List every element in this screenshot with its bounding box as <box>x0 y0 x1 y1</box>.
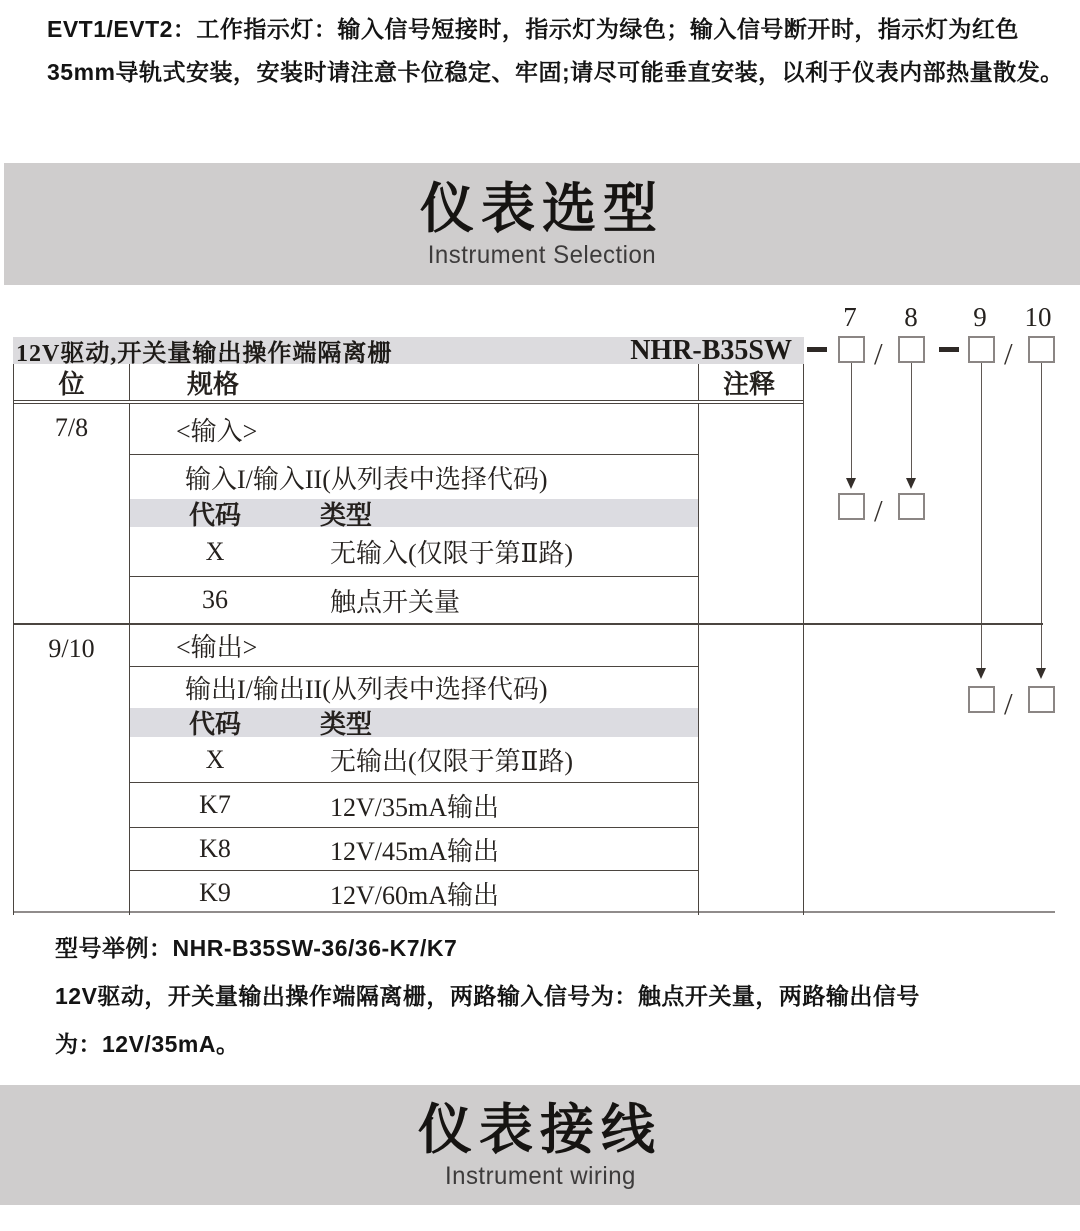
product-title: 12V驱动,开关量输出操作端隔离栅 <box>16 341 393 367</box>
header-position: 位 <box>14 364 130 400</box>
banner-subtitle-en: Instrument wiring <box>444 1161 636 1190</box>
input-code-box-2 <box>898 493 925 520</box>
option-code: X <box>205 744 225 774</box>
group-label-row <box>130 404 698 455</box>
option-code: K7 <box>199 790 231 819</box>
model-code: NHR-B35SW <box>630 334 792 366</box>
code-box-9 <box>968 336 995 363</box>
header-note: 注释 <box>722 369 775 399</box>
type-header: 类型 <box>320 500 373 530</box>
option-row <box>130 783 698 828</box>
option-code: 36 <box>202 585 228 614</box>
code-box-7 <box>838 336 865 363</box>
top-note <box>47 8 1064 94</box>
top-note-line2: 35mm导轨式安装，安装时请注意卡位稳定、牢固;请尽可能垂直安装，以利于仪表内部热量散发。 <box>47 59 1064 85</box>
arrow-down-icon <box>846 478 856 489</box>
code-header: 代码 <box>188 500 241 530</box>
input-code-box-1 <box>838 493 865 520</box>
option-row <box>130 871 698 915</box>
model-example <box>55 924 920 1068</box>
position-cell: 7/8 <box>14 404 130 623</box>
table-body <box>13 364 804 915</box>
banner-instrument-selection <box>4 163 1080 285</box>
code-header-row <box>130 499 698 530</box>
option-row <box>130 577 698 623</box>
connector-line-8 <box>911 363 912 478</box>
spec-column <box>130 625 699 915</box>
example-line1: 型号举例：NHR-B35SW-36/36-K7/K7 <box>55 935 458 961</box>
arrow-down-icon <box>976 668 986 679</box>
group-label: <输出> <box>176 633 258 662</box>
table-section-output <box>14 625 803 915</box>
banner-title-cn: 仪表选型 <box>420 178 664 239</box>
spec-column <box>130 404 699 623</box>
digit-label-8: 8 <box>904 302 918 332</box>
type-header: 类型 <box>320 710 373 739</box>
banner-instrument-wiring <box>0 1085 1080 1205</box>
group-desc: 输出I/输出II(从列表中选择代码) <box>185 675 548 704</box>
option-type: 12V/60mA输出 <box>330 880 500 910</box>
option-row <box>130 737 698 783</box>
note-cell <box>699 625 799 915</box>
arrow-down-icon <box>1036 668 1046 679</box>
example-line3: 为：12V/35mA。 <box>55 1031 240 1057</box>
code-box-8 <box>898 336 925 363</box>
option-type: 触点开关量 <box>330 587 461 617</box>
slash-separator: / <box>874 493 883 528</box>
option-type: 无输出(仅限于第Ⅱ路) <box>330 747 573 776</box>
code-box-10 <box>1028 336 1055 363</box>
slash-separator: / <box>1004 336 1013 371</box>
option-row <box>130 527 698 577</box>
option-code: K9 <box>199 878 231 907</box>
option-code: X <box>205 536 225 566</box>
option-row <box>130 828 698 871</box>
code-header: 代码 <box>188 710 241 739</box>
group-desc: 输入I/输入II(从列表中选择代码) <box>185 464 548 494</box>
slash-separator: / <box>874 336 883 371</box>
selection-table <box>13 334 804 915</box>
dash-separator <box>939 347 959 352</box>
banner-subtitle-en: Instrument Selection <box>427 240 657 269</box>
group-desc-row <box>130 455 698 499</box>
connector-line-7 <box>851 363 852 478</box>
table-section-input <box>14 404 803 625</box>
group-label-row <box>130 625 698 667</box>
digit-label-10: 10 <box>1024 302 1052 332</box>
group-label: <输入> <box>176 416 258 446</box>
section-divider-extension <box>803 623 1043 625</box>
option-type: 12V/45mA输出 <box>330 836 500 866</box>
digit-label-7: 7 <box>843 302 857 332</box>
group-desc-row <box>130 667 698 708</box>
arrow-down-icon <box>906 478 916 489</box>
dash-separator <box>807 347 827 352</box>
model-strip <box>13 334 804 367</box>
code-header-row <box>130 708 698 737</box>
option-type: 无输入(仅限于第Ⅱ路) <box>330 539 573 568</box>
header-spec: 规格 <box>130 364 699 400</box>
example-line2: 12V驱动，开关量输出操作端隔离栅，两路输入信号为：触点开关量，两路输出信号 <box>55 983 920 1009</box>
table-header-row <box>14 364 803 404</box>
digit-label-9: 9 <box>973 302 987 332</box>
output-code-box-1 <box>968 686 995 713</box>
top-note-line1: EVT1/EVT2：工作指示灯：输入信号短接时，指示灯为绿色；输入信号断开时，指示灯为红色 <box>47 16 1019 42</box>
position-cell: 9/10 <box>14 625 130 915</box>
banner-title-cn: 仪表接线 <box>418 1099 662 1160</box>
slash-separator: / <box>1004 686 1013 721</box>
note-cell <box>699 404 799 623</box>
option-type: 12V/35mA输出 <box>330 792 500 822</box>
output-code-box-2 <box>1028 686 1055 713</box>
option-code: K8 <box>199 834 231 863</box>
